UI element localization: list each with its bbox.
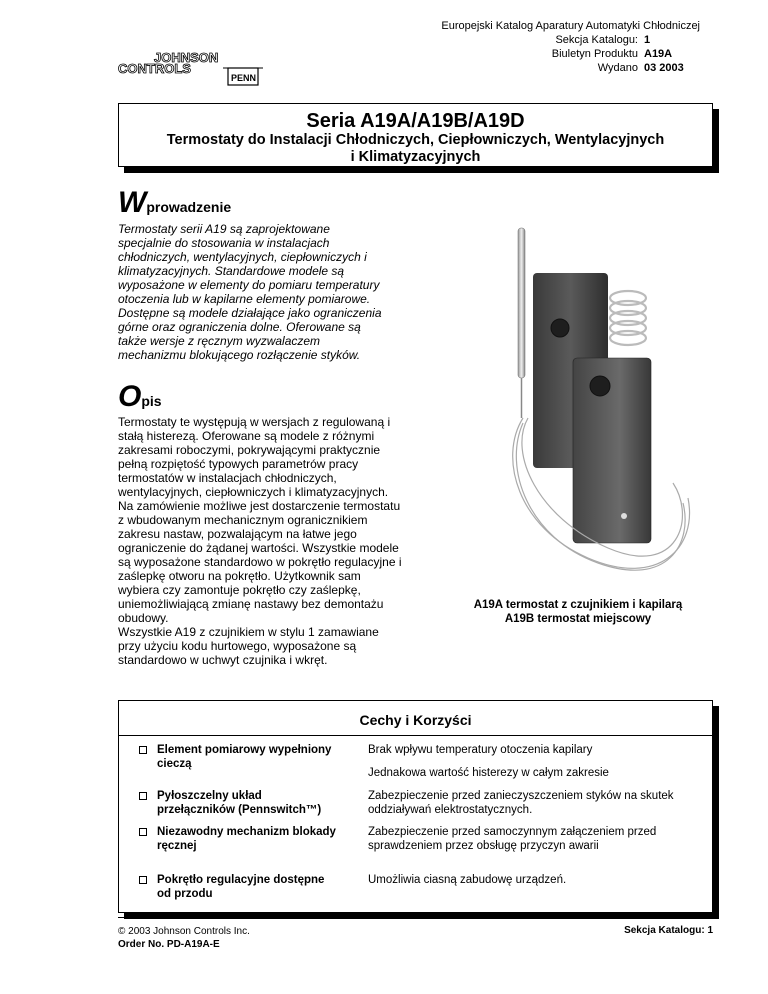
opis-heading: [118, 380, 162, 414]
thermostat-photo: [478, 218, 698, 598]
benefit-cell: Zabezpieczenie przed samoczynnym załączeniem przed sprawdzeniem przez obsługę przyczyn awarii: [368, 826, 657, 852]
opis-heading-initial: O: [118, 380, 142, 413]
checkbox-bullet-icon: [139, 746, 147, 754]
catalog-row-value: 03 2003: [644, 62, 684, 74]
catalog-title: Europejski Katalog Aparatury Automatyki Chłodniczej: [441, 20, 700, 32]
benefit-cell: [368, 743, 698, 780]
logo-word-controls: CONTROLS: [118, 61, 191, 76]
page-subtitle-line1: Termostaty do Instalacji Chłodniczych, Ciepłowniczych, Wentylacyjnych: [166, 132, 665, 148]
intro-text: Termostaty serii A19 są zaprojektowane specjalnie do stosowania w instalacjach chłodniczych, wentylacyjnych, ciepłowniczych i klimatyzacyjnych. Standardowe modele są wyposażone w elementy do pomiaru temperatury otoczenia lub w kapilarne elementy pomiarowe. Dostępne są modele działające jako ograniczenia górne oraz ograniczenia dolne. Oferowane są także wersje z ręcznym wyzwalaczem mechanizmu blokującego rozłączenie styków.: [118, 222, 382, 362]
photo-caption: [428, 598, 728, 626]
catalog-row: [360, 33, 700, 47]
opis-text: [118, 415, 404, 667]
catalog-row-value: A19A: [644, 48, 673, 60]
copyright: © 2003 Johnson Controls Inc.: [118, 926, 250, 937]
feature-label: Element pomiarowy wypełniony cieczą: [157, 744, 332, 770]
opis-paragraph-1: Termostaty te występują w wersjach z regulowaną i stałą histerezą. Oferowane są modele z różnymi zakresami roboczymi, pokrywającymi praktycznie pełną rozpiętość typowych parametrów pracy termostatów w instalacjach chłodniczych, wentylacyjnych, ciepłowniczych i klimatyzacyjnych. Na zamówienie możliwe jest dostarczenie termostatu z wbudowanym mechanicznym ogranicznikiem zakresu nastaw, pozwalającym na łatwe jego ograniczenie do żądanej wartości. Wszystkie modele są wyposażone standardowo w pokrętło regulacyjne i zaślepkę otworu na pokrętło. Użytkownik sam wybiera czy zamontuje pokrętło czy zaślepkę, uniemożliwiającą zmianę nastawy bez demontażu obudowy.: [118, 415, 402, 625]
title-box: [118, 103, 713, 167]
order-number: Order No. PD-A19A-E: [118, 939, 220, 950]
feature-cell: [139, 873, 339, 901]
opis-heading-rest: pis: [141, 393, 162, 409]
benefit-cell: Zabezpieczenie przed zanieczyszczeniem styków na skutek oddziaływań elektrostatycznych.: [368, 790, 674, 816]
features-box: [118, 700, 713, 913]
features-title: Cechy i Korzyści: [359, 712, 472, 728]
catalog-row-value: 1: [644, 34, 651, 46]
photo-caption-line2: A19B termostat miejscowy: [504, 613, 652, 625]
feature-cell: [139, 743, 339, 771]
checkbox-bullet-icon: [139, 792, 147, 800]
johnson-controls-logo: [118, 48, 268, 88]
benefit-text-2: Jednakowa wartość histerezy w całym zakresie: [368, 767, 609, 779]
feature-label: Niezawodny mechanizm blokady ręcznej: [157, 826, 336, 852]
catalog-row: [360, 47, 700, 61]
feature-label: Pyłoszczelny układ przełączników (Pennswitch™): [157, 790, 322, 816]
page-title: Seria A19A/A19B/A19D: [306, 110, 525, 132]
catalog-info: [360, 19, 700, 75]
feature-cell: [139, 789, 339, 817]
logo-penn-badge: PENN: [231, 73, 257, 83]
footer-rule: [118, 917, 713, 918]
footer-left: [118, 925, 250, 951]
intro-heading-rest: prowadzenie: [146, 199, 232, 215]
checkbox-bullet-icon: [139, 828, 147, 836]
feature-cell: [139, 825, 339, 853]
benefit-cell: Umożliwia ciasną zabudowę urządzeń.: [368, 874, 567, 886]
catalog-row-label: Wydano: [597, 62, 638, 74]
intro-heading-initial: W: [118, 186, 147, 219]
footer-section: Sekcja Katalogu: 1: [624, 925, 713, 936]
catalog-title-row: [360, 19, 700, 33]
opis-paragraph-2: Wszystkie A19 z czujnikiem w stylu 1 zamawiane przy użyciu kodu hurtowego, wyposażone są standardowo w uchwyt czujnika i wkręt.: [118, 625, 379, 667]
logo-word-johnson: JOHNSON: [154, 50, 219, 65]
catalog-row-label: Sekcja Katalogu:: [555, 34, 638, 46]
checkbox-bullet-icon: [139, 876, 147, 884]
page-subtitle-line2: i Klimatyzacyjnych: [350, 149, 481, 165]
catalog-row-label: Biuletyn Produktu: [551, 48, 638, 60]
photo-caption-line1: A19A termostat z czujnikiem i kapilarą: [473, 599, 683, 611]
intro-heading: [118, 186, 231, 220]
feature-label: Pokrętło regulacyjne dostępne od przodu: [157, 874, 325, 900]
catalog-row: [360, 61, 700, 75]
benefit-text: Brak wpływu temperatury otoczenia kapilary: [368, 744, 593, 756]
